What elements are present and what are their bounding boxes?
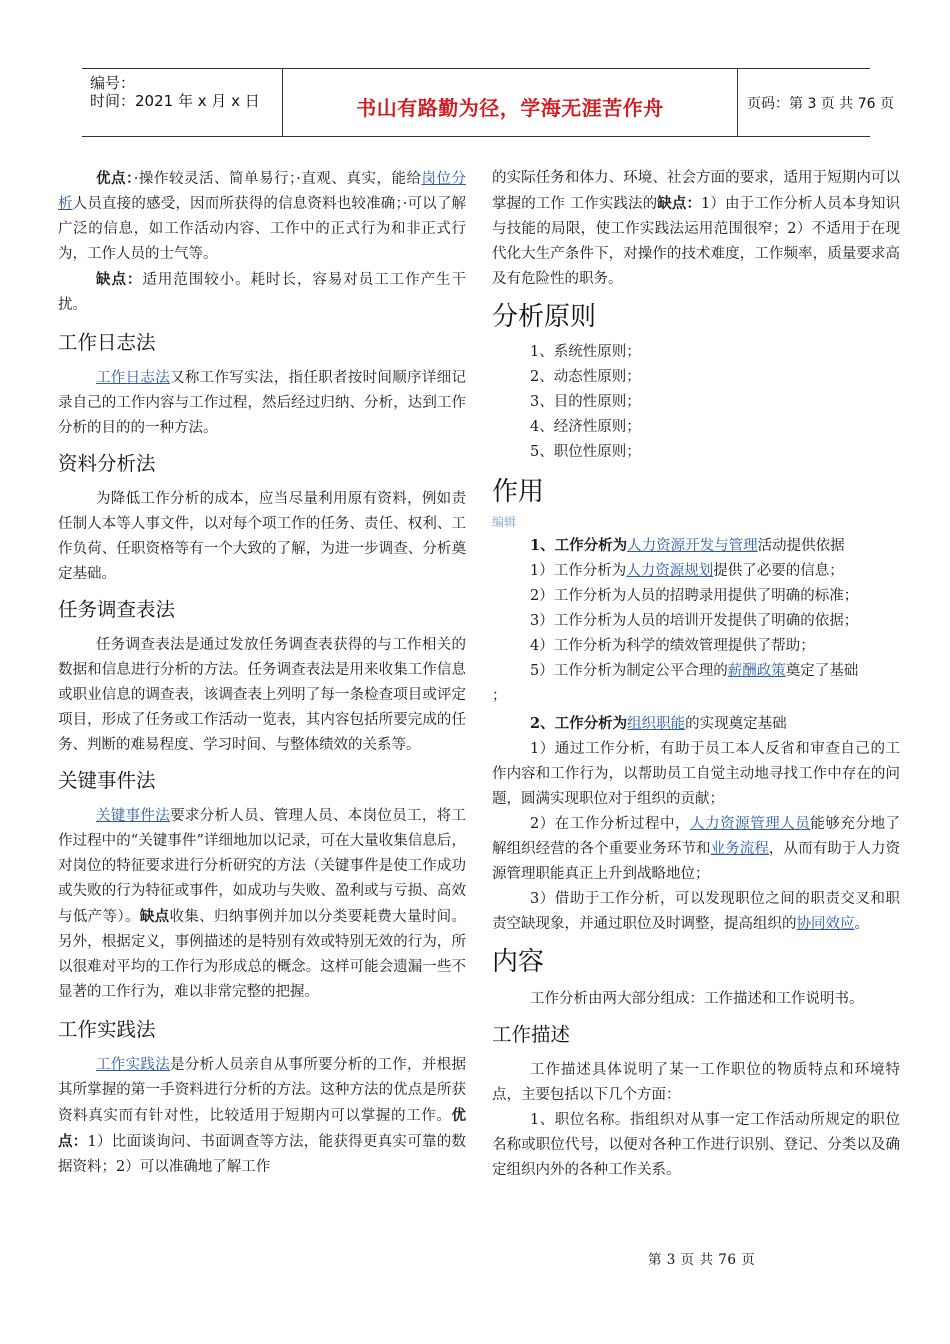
heading-content: 内容 <box>492 947 545 977</box>
heading-analysis-principles: 分析原则 <box>492 302 597 332</box>
role-2-paragraph-1: 1）通过工作分析，有助于员工本人反省和审查自己的工作内容和工作行为，以帮助员工自觉主动地寻找工作中存在的问题，圆满实现职位对于组织的贡献； <box>492 741 900 807</box>
advantages-label: 优点： <box>96 170 134 187</box>
link-organizational-function[interactable]: 组织职能 <box>627 716 686 732</box>
critical-incident-paragraph <box>58 804 466 1005</box>
header-page-cell <box>737 69 894 136</box>
role-1-item-1-tail: 提供了必要的信息； <box>713 563 844 579</box>
role-2-paragraph-2-tail: ，从而有助于人力资源管理职能真正上升到战略地位； <box>492 841 901 882</box>
edit-link[interactable]: 编辑 <box>492 515 517 529</box>
link-hr-development-management[interactable]: 人力资源开发与管理 <box>627 538 758 554</box>
work-practice-text: 是分析人员亲自从事所要分析的工作，并根据其所掌握的第一手资料进行分析的方法。这种方法的优点是所获资料真实而有针对性，比较适用于短期内可以掌握的工作。 <box>58 1057 466 1124</box>
role-1-item-3: 3）工作分析为人员的培训开发提供了明确的依据； <box>530 613 859 629</box>
link-synergy-effect[interactable]: 协同效应 <box>796 916 855 932</box>
work-practice-continued-text: 的实际任务和体力、环境、社会方面的要求，适用于短期内可以掌握的工作 工作实践法的 <box>492 170 900 212</box>
heading-task-survey-method: 任务调查表法 <box>58 598 176 621</box>
list-item: 2、动态性原则； <box>530 369 641 385</box>
role-1-item-2: 2）工作分析为人员的招聘录用提供了明确的标准； <box>530 588 859 604</box>
role-2-tail: 的实现奠定基础 <box>685 716 787 732</box>
role-1-item-1-text: 1）工作分析为 <box>530 563 627 579</box>
critical-incident-text: 要求分析人员、管理人员、本岗位员工，将工作过程中的“关键事件”详细地加以记录，可在大量收集信息后，对岗位的特征要求进行分析研究的方法（关键事件是使工作成功或失败的行为特征或事件，如成功与失败、盈利或与亏损、高效与低产等）。 <box>58 808 466 925</box>
role-2-label: 2、工作分析为 <box>530 715 628 732</box>
link-hr-managers[interactable]: 人力资源管理人员 <box>690 816 811 832</box>
job-description-item-1: 1、职位名称。指组织对从事一定工作活动所规定的职位名称或职位代号，以便对各种工作进行识别、登记、分类以及确定组织内外的各种工作关系。 <box>492 1112 900 1178</box>
list-item: 1、系统性原则； <box>530 344 641 360</box>
heading-work-log-method: 工作日志法 <box>58 331 156 354</box>
disadvantages-text: 适用范围较小。耗时长，容易对员工工作产生干扰。 <box>58 272 467 313</box>
work-practice-paragraph <box>58 1053 466 1180</box>
work-practice-continued-paragraph <box>492 166 900 292</box>
header-motto: 书山有路勤为径，学海无涯苦作舟 <box>356 96 664 120</box>
role-2-paragraph-2-text: 2）在工作分析过程中， <box>530 816 691 832</box>
page-footer: 第 3 页 共 76 页 <box>648 1252 756 1268</box>
role-1-item-5-tail: 奠定了基础 <box>785 663 859 679</box>
advantages-text: ·操作较灵活、简单易行；·直观、真实，能给 <box>133 171 422 187</box>
link-job-analysis[interactable]: 岗位分析 <box>58 171 467 212</box>
role-2-paragraph-3 <box>492 887 900 937</box>
task-survey-paragraph: 任务调查表法是通过发放任务调查表获得的与工作相关的数据和信息进行分析的方法。任务调查表法是用来收集工作信息或职业信息的调查表，该调查表上列明了每一条检查项目或评定项目，形成了任务或工作活动一览表，其内容包括所要完成的任务、判断的难易程度、学习时间、与整体绩效的关系等。 <box>58 637 466 753</box>
header-motto-cell <box>282 69 738 136</box>
role-1-item-1 <box>492 559 900 584</box>
work-practice-disadvantage-text: 1）由于工作分析人员本身知识与技能的局限，使工作实践法运用范围很窄；2）不适用于在现代化大生产条件下，对操作的技术难度，工作频率，质量要求高及有危险性的职务。 <box>492 196 901 287</box>
role-2-paragraph-2-mid: 能够充分地了解组织经营的各个重要业务环节和 <box>492 816 901 857</box>
list-item: 3、目的性原则； <box>530 394 641 410</box>
advantages-paragraph <box>58 166 466 267</box>
critical-incident-text-cont: 收集、归纳事例并加以分类要耗费大量时间。另外，根据定义，事例描述的是特别有效或特别无效的行为，所以很难对平均的工作行为形成总的概念。这样可能会遗漏一些不显著的工作行为，难以非常完整的把握。 <box>58 909 467 1000</box>
role-1-heading <box>492 533 900 559</box>
page-header <box>82 68 894 137</box>
work-log-paragraph <box>58 366 466 441</box>
header-page-number: 页码：第 3 页 共 76 页 <box>747 96 894 112</box>
work-log-text: 又称工作写实法，指任职者按时间顺序详细记录自己的工作内容与工作过程，然后经过归纳、分析，达到工作分析的目的的一种方法。 <box>58 370 466 436</box>
data-analysis-paragraph: 为降低工作分析的成本，应当尽量利用原有资料，例如责任制人本等人事文件，以对每个项工作的任务、责任、权利、工作负荷、任职资格等有一个大致的了解，为进一步调查、分析奠定基础。 <box>58 491 466 582</box>
role-1-label: 1、工作分析为 <box>530 537 628 554</box>
link-business-process[interactable]: 业务流程 <box>710 841 769 857</box>
work-practice-advantage-label: 优点： <box>58 1107 466 1150</box>
content-paragraph: 工作分析由两大部分组成：工作描述和工作说明书。 <box>530 991 864 1007</box>
link-hr-planning[interactable]: 人力资源规划 <box>626 563 714 579</box>
heading-data-analysis-method: 资料分析法 <box>58 452 156 475</box>
left-column <box>58 166 466 1180</box>
role-1-item-5 <box>492 659 900 684</box>
role-1-tail: 活动提供依据 <box>757 538 845 554</box>
header-meta-cell <box>82 69 282 136</box>
list-item: 4、经济性原则； <box>530 419 641 435</box>
role-1-item-5-end: ； <box>492 688 507 704</box>
document-date-label: 时间：2021 年 x 月 x 日 <box>90 92 260 110</box>
heading-role: 作用 <box>492 477 545 507</box>
heading-work-practice-method: 工作实践法 <box>58 1018 156 1041</box>
right-column <box>492 166 900 1183</box>
disadvantages-label: 缺点： <box>96 271 143 288</box>
link-work-practice-method[interactable]: 工作实践法 <box>96 1057 171 1073</box>
role-1-item-4: 4）工作分析为科学的绩效管理提供了帮助； <box>530 638 815 654</box>
advantages-text-cont: 人员直接的感受，因而所获得的信息资料也较准确；·可以了解广泛的信息，如工作活动内容、工作中的正式行为和非正式行为，工作人员的士气等。 <box>58 196 466 262</box>
critical-incident-disadvantage-label: 缺点 <box>139 908 170 925</box>
role-2-paragraph-2 <box>492 812 900 887</box>
list-item: 5、职位性原则； <box>530 444 641 460</box>
job-description-paragraph: 工作描述具体说明了某一工作职位的物质特点和环境特点，主要包括以下几个方面： <box>492 1062 900 1103</box>
disadvantages-paragraph <box>58 267 466 318</box>
link-compensation-policy[interactable]: 薪酬政策 <box>727 663 786 679</box>
role-2-paragraph-3-tail: 。 <box>854 916 869 932</box>
document-number-label: 编号： <box>90 74 136 92</box>
work-practice-text-cont: 1）比面谈询问、书面调查等方法，能获得更真实可靠的数据资料；2）可以准确地了解工作 <box>58 1134 466 1175</box>
link-work-log-method[interactable]: 工作日志法 <box>96 370 171 386</box>
role-2-heading <box>492 711 900 737</box>
work-practice-disadvantage-label: 缺点： <box>657 195 702 212</box>
link-critical-incident-method[interactable]: 关键事件法 <box>96 808 171 824</box>
role-1-item-5-text: 5）工作分析为制定公平合理的 <box>530 663 728 679</box>
heading-critical-incident-method: 关键事件法 <box>58 769 156 792</box>
principles-list <box>492 340 900 465</box>
role-2-paragraph-3-text: 3）借助于工作分析，可以发现职位之间的职责交叉和职责空缺现象，并通过职位及时调整，提高组织的 <box>492 891 900 932</box>
heading-job-description: 工作描述 <box>492 1023 571 1046</box>
